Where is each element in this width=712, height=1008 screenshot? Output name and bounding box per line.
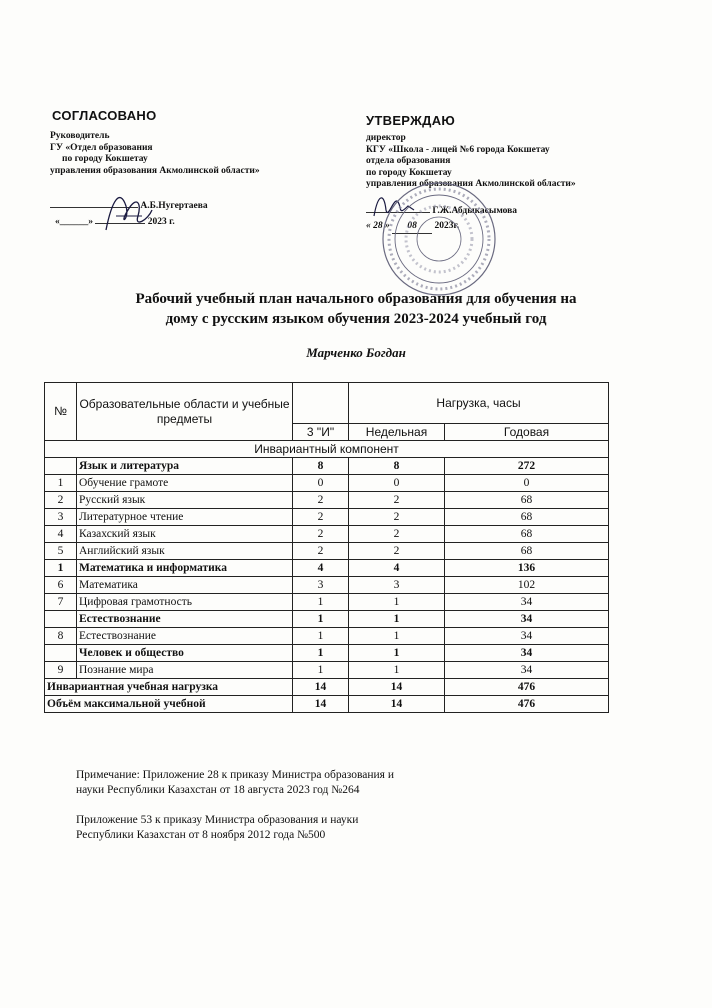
row-weekly-hours: 1 xyxy=(349,645,445,662)
left-approval-line: управления образования Акмолинской области» xyxy=(50,165,260,176)
total-label: Объём максимальной учебной xyxy=(45,696,293,713)
table-row xyxy=(45,543,609,560)
table-section-row xyxy=(45,560,609,577)
row-subject: Язык и литература xyxy=(77,458,293,475)
right-approval-line: директор xyxy=(366,133,406,143)
row-grade-hours: 1 xyxy=(293,611,349,628)
table-total-row xyxy=(45,679,609,696)
row-number: 7 xyxy=(45,594,77,611)
left-approval-line: ГУ «Отдел образования xyxy=(50,142,153,153)
table-row xyxy=(45,509,609,526)
note-2 xyxy=(76,813,358,843)
row-weekly-hours: 1 xyxy=(349,662,445,679)
left-date-suffix: 2023 г. xyxy=(147,217,175,227)
row-weekly-hours: 2 xyxy=(349,526,445,543)
row-yearly-hours: 0 xyxy=(445,475,609,492)
row-number: 1 xyxy=(45,475,77,492)
table-row xyxy=(45,594,609,611)
row-weekly-hours: 0 xyxy=(349,475,445,492)
row-subject: Математика и информатика xyxy=(77,560,293,577)
total-label: Инвариантная учебная нагрузка xyxy=(45,679,293,696)
row-number: 6 xyxy=(45,577,77,594)
row-subject: Естествознание xyxy=(77,628,293,645)
row-number: 9 xyxy=(45,662,77,679)
row-yearly-hours: 272 xyxy=(445,458,609,475)
table-row xyxy=(45,526,609,543)
row-subject: Познание мира xyxy=(77,662,293,679)
right-approval-line: управления образования Акмолинской области» xyxy=(366,179,576,189)
row-yearly-hours: 34 xyxy=(445,611,609,628)
row-weekly-hours: 2 xyxy=(349,492,445,509)
header-load: Нагрузка, часы xyxy=(349,383,609,424)
left-approval-block xyxy=(50,131,260,177)
row-number: 3 xyxy=(45,509,77,526)
row-grade-hours: 1 xyxy=(293,594,349,611)
curriculum-table xyxy=(44,382,609,713)
row-subject: Казахский язык xyxy=(77,526,293,543)
row-grade-hours: 0 xyxy=(293,475,349,492)
approved-by-title: СОГЛАСОВАНО xyxy=(52,108,157,123)
right-approval-line: КГУ «Школа - лицей №6 города Кокшетау xyxy=(366,144,550,155)
plan-title-line1: Рабочий учебный план начального образования для обучения на xyxy=(135,291,577,307)
row-subject: Цифровая грамотность xyxy=(77,594,293,611)
invariant-component-label: Инвариантный компонент xyxy=(45,441,609,458)
approve-title: УТВЕРЖДАЮ xyxy=(366,113,456,128)
right-signer-name: Г.Ж.Абдыкасымова xyxy=(432,206,518,216)
header-blank xyxy=(293,383,349,424)
total-yearly-hours: 476 xyxy=(445,679,609,696)
row-grade-hours: 2 xyxy=(293,492,349,509)
right-date-month: 08 xyxy=(392,221,432,234)
note-2-line1: Приложение 53 к приказу Министра образования и науки xyxy=(76,814,359,826)
table-row xyxy=(45,475,609,492)
row-subject: Литературное чтение xyxy=(77,509,293,526)
row-yearly-hours: 34 xyxy=(445,662,609,679)
row-yearly-hours: 68 xyxy=(445,526,609,543)
row-grade-hours: 1 xyxy=(293,662,349,679)
row-yearly-hours: 102 xyxy=(445,577,609,594)
row-weekly-hours: 3 xyxy=(349,577,445,594)
row-subject: Естествознание xyxy=(77,611,293,628)
row-grade-hours: 3 xyxy=(293,577,349,594)
row-grade-hours: 2 xyxy=(293,526,349,543)
right-date-day: « 28 » xyxy=(366,221,390,231)
header-grade: 3 "И" xyxy=(293,424,349,441)
row-yearly-hours: 68 xyxy=(445,509,609,526)
table-row xyxy=(45,577,609,594)
row-subject: Человек и общество xyxy=(77,645,293,662)
right-approval-line: отдела образования xyxy=(366,156,451,166)
row-grade-hours: 4 xyxy=(293,560,349,577)
header-subjects: Образовательные области и учебные предметы xyxy=(77,383,293,441)
row-weekly-hours: 8 xyxy=(349,458,445,475)
row-number: 4 xyxy=(45,526,77,543)
row-yearly-hours: 136 xyxy=(445,560,609,577)
row-grade-hours: 1 xyxy=(293,628,349,645)
header-weekly: Недельная xyxy=(349,424,445,441)
row-number xyxy=(45,645,77,662)
table-row xyxy=(45,492,609,509)
row-subject: Русский язык xyxy=(77,492,293,509)
total-weekly-hours: 14 xyxy=(349,679,445,696)
note-1 xyxy=(76,768,394,798)
total-grade-hours: 14 xyxy=(293,696,349,713)
right-approval-line: по городу Кокшетау xyxy=(366,167,452,178)
plan-title-line2: дому с русским языком обучения 2023-2024 учебный год xyxy=(165,311,547,327)
total-grade-hours: 14 xyxy=(293,679,349,696)
total-weekly-hours: 14 xyxy=(349,696,445,713)
row-subject: Обучение грамоте xyxy=(77,475,293,492)
row-subject: Математика xyxy=(77,577,293,594)
table-section-row xyxy=(45,645,609,662)
row-weekly-hours: 2 xyxy=(349,543,445,560)
left-date-prefix: «______» xyxy=(55,217,93,227)
row-number: 5 xyxy=(45,543,77,560)
left-approval-line: Руководитель xyxy=(50,131,110,141)
row-number: 2 xyxy=(45,492,77,509)
row-grade-hours: 1 xyxy=(293,645,349,662)
row-number: 8 xyxy=(45,628,77,645)
header-number: № xyxy=(45,383,77,441)
left-signer-name: А.Б.Нугертаева xyxy=(140,201,208,211)
table-row xyxy=(45,662,609,679)
row-number: 1 xyxy=(45,560,77,577)
row-weekly-hours: 1 xyxy=(349,628,445,645)
row-subject: Английский язык xyxy=(77,543,293,560)
row-grade-hours: 8 xyxy=(293,458,349,475)
right-date-suffix: 2023г. xyxy=(434,221,460,231)
row-number xyxy=(45,458,77,475)
table-total-row xyxy=(45,696,609,713)
row-yearly-hours: 68 xyxy=(445,543,609,560)
row-weekly-hours: 1 xyxy=(349,611,445,628)
row-yearly-hours: 34 xyxy=(445,594,609,611)
row-yearly-hours: 34 xyxy=(445,645,609,662)
row-grade-hours: 2 xyxy=(293,509,349,526)
school-stamp-icon xyxy=(380,180,498,298)
row-weekly-hours: 4 xyxy=(349,560,445,577)
note-2-line2: Республики Казахстан от 8 ноября 2012 года №500 xyxy=(76,829,326,841)
total-yearly-hours: 476 xyxy=(445,696,609,713)
left-signature xyxy=(98,180,158,238)
row-yearly-hours: 34 xyxy=(445,628,609,645)
left-approval-line: по городу Кокшетау xyxy=(62,154,148,164)
header-yearly: Годовая xyxy=(445,424,609,441)
table-section-row xyxy=(45,458,609,475)
table-row xyxy=(45,628,609,645)
row-grade-hours: 2 xyxy=(293,543,349,560)
student-name: Марченко Богдан xyxy=(306,345,406,360)
note-1-line1: Примечание: Приложение 28 к приказу Министра образования и xyxy=(76,769,394,781)
table-section-row xyxy=(45,611,609,628)
note-1-line2: науки Республики Казахстан от 18 августа 2023 год №264 xyxy=(76,784,360,796)
row-yearly-hours: 68 xyxy=(445,492,609,509)
row-weekly-hours: 2 xyxy=(349,509,445,526)
row-weekly-hours: 1 xyxy=(349,594,445,611)
row-number xyxy=(45,611,77,628)
